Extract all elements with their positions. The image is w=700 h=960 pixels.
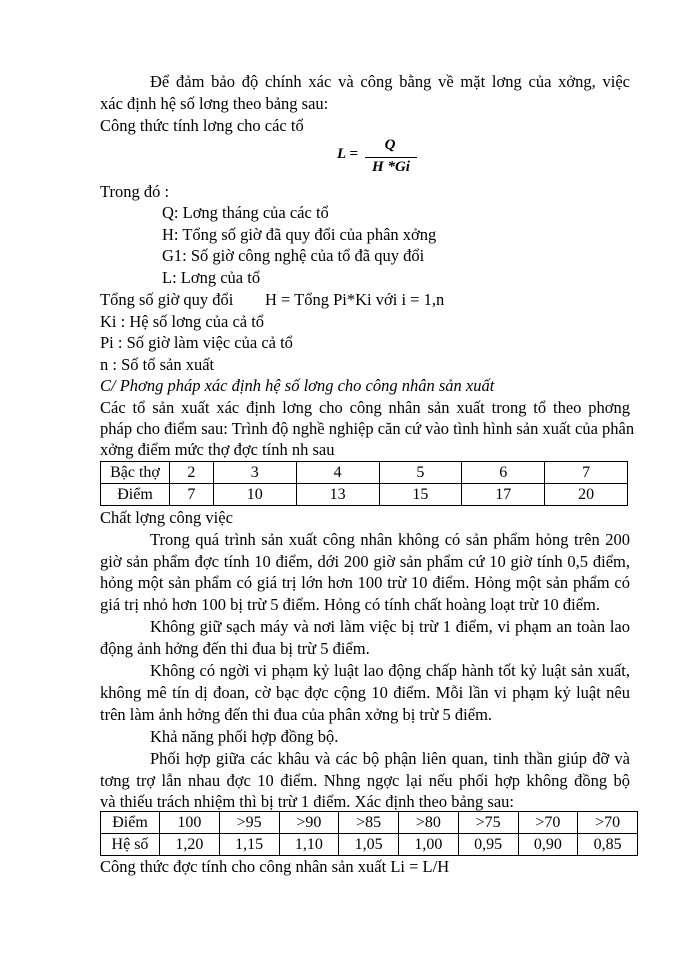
coefficient-table: [100, 811, 638, 856]
table-cell: 3: [213, 462, 296, 484]
paragraph-line: xác định hệ số lơng theo bảng sau:: [100, 94, 329, 113]
table-cell: 1,20: [160, 834, 220, 856]
paragraph-line: giờ sản phẩm đợc tính 10 điểm, dới 200 giờ sản phẩm cứ 10 giờ tính 0,5 điểm,: [100, 552, 630, 571]
table-cell: 20: [545, 484, 628, 506]
paragraph-line: Để đảm bảo độ chính xác và công bằng về mặt lơng của xởng, việc: [150, 72, 630, 91]
table-cell: 0,90: [518, 834, 578, 856]
formula-numerator: Q: [384, 137, 396, 153]
table-cell: 100: [160, 812, 220, 834]
table-cell: Điểm: [101, 812, 160, 834]
table-cell: 13: [296, 484, 379, 506]
formula-lhs: L =: [337, 146, 358, 162]
definition-line: H: Tổng số giờ đã quy đổi của phân xởng: [162, 225, 437, 244]
formula-denominator: H *Gi: [372, 159, 410, 175]
pi-definition: Pi : Số giờ làm việc của cả tổ: [100, 333, 293, 352]
table-cell: 7: [545, 462, 628, 484]
worker-grade-table: [100, 461, 628, 506]
table-cell: 5: [379, 462, 462, 484]
table-cell: >80: [399, 812, 459, 834]
table-cell: Bậc thợ: [101, 462, 170, 484]
paragraph-line: trên làm ảnh hởng đến thi đua của phân xởng bị trừ 5 điểm.: [100, 705, 493, 724]
table-cell: 2: [170, 462, 214, 484]
fraction-bar: [365, 157, 417, 158]
paragraph-line: hỏng một sản phẩm có giá trị lớn hơn 100 trừ 10 điểm. Hỏng một sản phẩm có: [100, 573, 630, 592]
definition-line: G1: Số giờ công nghệ của tổ đã quy đổi: [162, 246, 425, 265]
total-hours-expr: H = Tổng Pi*Ki với i = 1,n: [265, 290, 445, 309]
paragraph-line: Các tổ sản xuất xác định lơng cho công nhân sản xuất trong tổ theo phơng: [100, 398, 630, 417]
n-definition: n : Số tổ sản xuất: [100, 355, 215, 374]
table-row: [101, 462, 628, 484]
ki-definition: Ki : Hệ số lơng của cả tổ: [100, 312, 265, 331]
paragraph-line: tơng trợ lẫn nhau đợc 10 điểm. Nhng ngợc lại nếu phối hợp không đồng bộ: [100, 771, 630, 790]
table-cell: 10: [213, 484, 296, 506]
paragraph-line: không mê tín dị đoan, cờ bạc đợc cộng 10 điểm. Mỗi lần vi phạm kỷ luật nêu: [100, 683, 630, 702]
where-label: Trong đó :: [100, 182, 170, 201]
table-cell: Điểm: [101, 484, 170, 506]
table-cell: 17: [462, 484, 545, 506]
table-cell: Hệ số: [101, 834, 160, 856]
paragraph-line: động ảnh hởng đến thi đua bị trừ 5 điểm.: [100, 639, 370, 658]
definition-line: Q: Lơng tháng của các tổ: [162, 203, 329, 222]
table-cell: >90: [279, 812, 339, 834]
table-cell: >70: [578, 812, 638, 834]
table-cell: 15: [379, 484, 462, 506]
paragraph-line: và thiếu trách nhiệm thì bị trừ 1 điểm. Xác định theo bảng sau:: [100, 792, 515, 811]
table-cell: 0,95: [458, 834, 518, 856]
table-cell: 1,00: [399, 834, 459, 856]
paragraph-line: pháp cho điểm sau: Trình độ nghề nghiệp căn cứ vào tình hình sản xuất của phân: [100, 419, 635, 438]
paragraph-line: giá trị nhỏ hơn 100 bị trừ 5 điểm. Hỏng có tính chất hoàng loạt trừ 10 điểm.: [100, 595, 600, 614]
salary-formula: [337, 137, 417, 179]
paragraph-line: Trong quá trình sản xuất công nhân không có sản phẩm hỏng trên 200: [150, 530, 630, 549]
table-row: [101, 484, 628, 506]
table-row: [101, 812, 638, 834]
table-cell: 1,10: [279, 834, 339, 856]
paragraph-line: Phối hợp giữa các khâu và các bộ phận liên quan, tinh thần giúp đỡ và: [150, 749, 630, 768]
paragraph-line: Không có ngời vi phạm kỷ luật lao động chấp hành tốt kỷ luật sản xuất,: [150, 661, 630, 680]
table-cell: >85: [339, 812, 399, 834]
section-heading: C/ Phơng pháp xác định hệ số lơng cho công nhân sản xuất: [100, 376, 495, 395]
definition-line: L: Lơng của tổ: [162, 268, 261, 287]
table-cell: 6: [462, 462, 545, 484]
table-cell: 7: [170, 484, 214, 506]
total-hours-label: Tổng số giờ quy đổi: [100, 290, 234, 309]
table-row: [101, 834, 638, 856]
table-cell: >75: [458, 812, 518, 834]
table-cell: >95: [219, 812, 279, 834]
table-cell: 0,85: [578, 834, 638, 856]
table-cell: >70: [518, 812, 578, 834]
quality-heading: Chất lợng công việc: [100, 508, 233, 527]
paragraph-line: Không giữ sạch máy và nơi làm việc bị trừ 1 điểm, vi phạm an toàn lao: [150, 617, 630, 636]
table-cell: 1,05: [339, 834, 399, 856]
coordination-heading: Khả năng phối hợp đồng bộ.: [150, 727, 339, 746]
table-cell: 1,15: [219, 834, 279, 856]
formula-intro: Công thức tính lơng cho các tổ: [100, 116, 304, 135]
final-formula: Công thức đợc tính cho công nhân sản xuất Li = L/H: [100, 857, 450, 876]
table-cell: 4: [296, 462, 379, 484]
paragraph-line: xởng điểm mức thợ đợc tính nh sau: [100, 440, 335, 459]
